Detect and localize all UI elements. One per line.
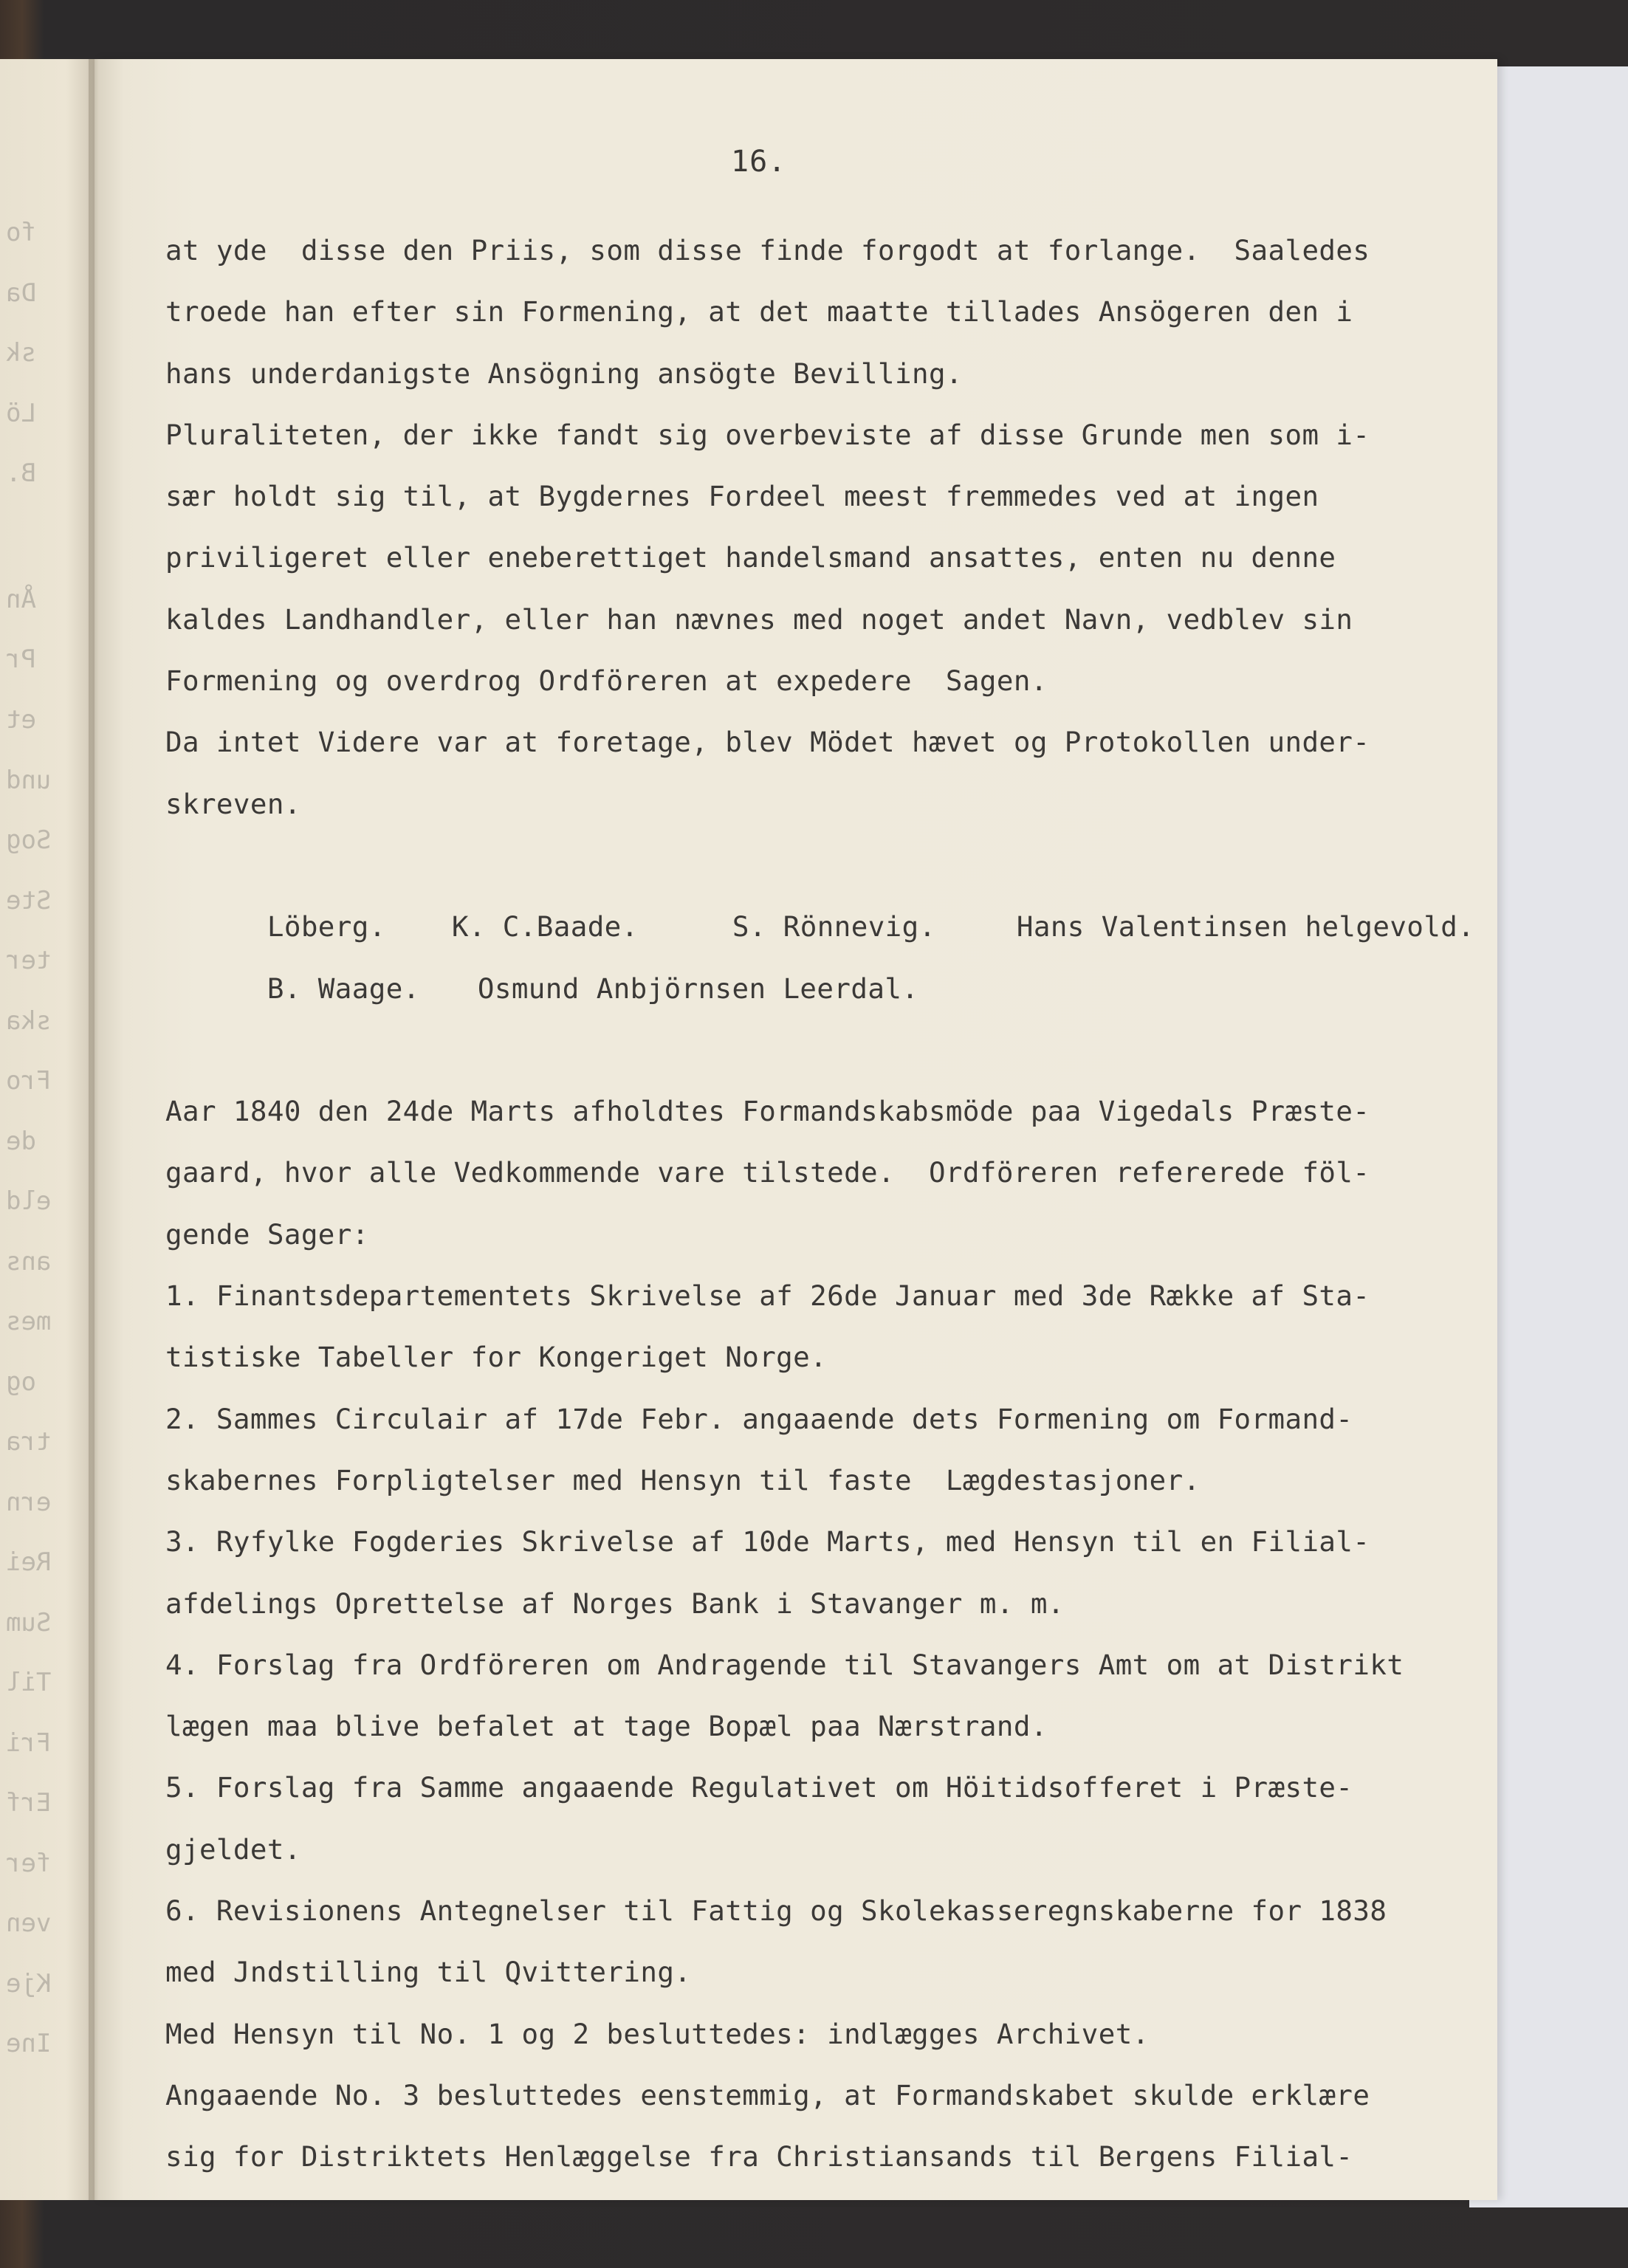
page-number: 16. bbox=[731, 145, 787, 179]
ghost-text: Sog bbox=[6, 825, 52, 855]
text-line: at yde disse den Priis, som disse finde forgodt at forlange. Saaledes bbox=[165, 234, 1370, 267]
text-line: skabernes Forpligtelser med Hensyn til faste Lægdestasjoner. bbox=[165, 1463, 1201, 1496]
document-text bbox=[165, 220, 1494, 2188]
signature: S. Rönnevig. bbox=[732, 910, 936, 944]
text-line: Aar 1840 den 24de Marts afholdtes Formandskabsmöde paa Vigedals Præste- bbox=[165, 1095, 1370, 1128]
ghost-text: Kje bbox=[6, 1969, 52, 1999]
text-line: skreven. bbox=[165, 787, 301, 820]
text-line: 3. Ryfylke Fogderies Skrivelse af 10de Marts, med Hensyn til en Filial- bbox=[165, 1525, 1370, 1559]
signature: Hans Valentinsen helgevold. bbox=[1016, 910, 1475, 944]
signature-row bbox=[165, 835, 1494, 944]
ghost-text: Ste bbox=[6, 886, 52, 915]
ghost-text: und bbox=[6, 766, 52, 795]
ghost-text: tra bbox=[6, 1427, 52, 1457]
text-line: Med Hensyn til No. 1 og 2 besluttedes: indlægges Archivet. bbox=[165, 2017, 1150, 2050]
ghost-text: ska bbox=[6, 1006, 52, 1036]
ghost-text: Fro bbox=[6, 1066, 52, 1096]
ghost-text: Ån bbox=[6, 585, 36, 614]
text-line: troede han efter sin Formening, at det maatte tillades Ansögeren den i bbox=[165, 295, 1353, 329]
ghost-text: Rei bbox=[6, 1547, 52, 1577]
ghost-text: et bbox=[6, 705, 36, 735]
signature: B. Waage. bbox=[267, 972, 420, 1005]
text-line: 1. Finantsdepartementets Skrivelse af 26de Januar med 3de Række af Sta- bbox=[165, 1279, 1370, 1313]
ghost-text: eld bbox=[6, 1186, 52, 1216]
text-line: Angaaende No. 3 besluttedes eenstemmig, at Formandskabet skulde erklære bbox=[165, 2078, 1370, 2111]
ghost-text: ans bbox=[6, 1247, 52, 1276]
ghost-text: Fri bbox=[6, 1728, 52, 1758]
text-line: sær holdt sig til, at Bygdernes Fordeel meest fremmedes ved at ingen bbox=[165, 480, 1319, 513]
signature: K. C.Baade. bbox=[451, 910, 639, 944]
ghost-text: Lö bbox=[6, 399, 36, 428]
ghost-text: Sum bbox=[6, 1608, 52, 1638]
text-line: priviligeret eller eneberettiget handelsmand ansattes, enten nu denne bbox=[165, 541, 1336, 574]
text-line: 4. Forslag fra Ordföreren om Andragende til Stavangers Amt om at Distrikt bbox=[165, 1648, 1404, 1681]
text-line: 6. Revisionens Antegnelser til Fattig og Skolekasseregnskaberne for 1838 bbox=[165, 1894, 1387, 1928]
ghost-text: fo bbox=[6, 218, 36, 247]
ghost-text: mes bbox=[6, 1307, 52, 1336]
text-line: Da intet Videre var at foretage, blev Mödet hævet og Protokollen under- bbox=[165, 726, 1370, 759]
text-line: 5. Forslag fra Samme angaaende Regulativet om Höitidsofferet i Præste- bbox=[165, 1771, 1353, 1804]
ghost-text: ern bbox=[6, 1488, 52, 1517]
text-line: gaard, hvor alle Vedkommende vare tilstede. Ordföreren refererede föl- bbox=[165, 1156, 1370, 1189]
ghost-text: ven bbox=[6, 1908, 52, 1938]
text-line: tistiske Tabeller for Kongeriget Norge. bbox=[165, 1341, 828, 1374]
text-line: Formening og overdrog Ordföreren at expedere Sagen. bbox=[165, 664, 1048, 698]
signature: Osmund Anbjörnsen Leerdal. bbox=[477, 972, 919, 1005]
text-line: afdelings Oprettelse af Norges Bank i Stavanger m. m. bbox=[165, 1587, 1065, 1620]
text-line: gjeldet. bbox=[165, 1832, 301, 1866]
ghost-text: Erf bbox=[6, 1788, 52, 1818]
ghost-text: Pr bbox=[6, 645, 36, 674]
ghost-text: og bbox=[6, 1367, 36, 1397]
ghost-text: ter bbox=[6, 946, 52, 975]
ghost-text: Da bbox=[6, 278, 36, 308]
text-line: hans underdanigste Ansögning ansögte Bevilling. bbox=[165, 357, 963, 390]
ghost-text: B. bbox=[6, 458, 36, 488]
ghost-text: sk bbox=[6, 338, 36, 368]
page-fold-shadow bbox=[89, 59, 99, 2200]
text-line: gende Sager: bbox=[165, 1217, 369, 1251]
text-line: kaldes Landhandler, eller han nævnes med noget andet Navn, vedblev sin bbox=[165, 602, 1353, 636]
ghost-text: Til bbox=[6, 1668, 52, 1697]
text-line: sig for Distriktets Henlæggelse fra Christiansands til Bergens Filial- bbox=[165, 2140, 1353, 2174]
previous-page-edge bbox=[0, 59, 95, 2200]
text-line: 2. Sammes Circulair af 17de Febr. angaaende dets Formening om Formand- bbox=[165, 1402, 1353, 1435]
ghost-text: Ine bbox=[6, 2029, 52, 2058]
ghost-text: de bbox=[6, 1127, 36, 1156]
ghost-text: fer bbox=[6, 1849, 52, 1878]
text-line: med Jndstilling til Qvittering. bbox=[165, 1956, 692, 1989]
signature: Löberg. bbox=[267, 910, 386, 944]
text-line: lægen maa blive befalet at tage Bopæl paa Nærstrand. bbox=[165, 1710, 1048, 1743]
text-line: Pluraliteten, der ikke fandt sig overbeviste af disse Grunde men som i- bbox=[165, 418, 1370, 451]
